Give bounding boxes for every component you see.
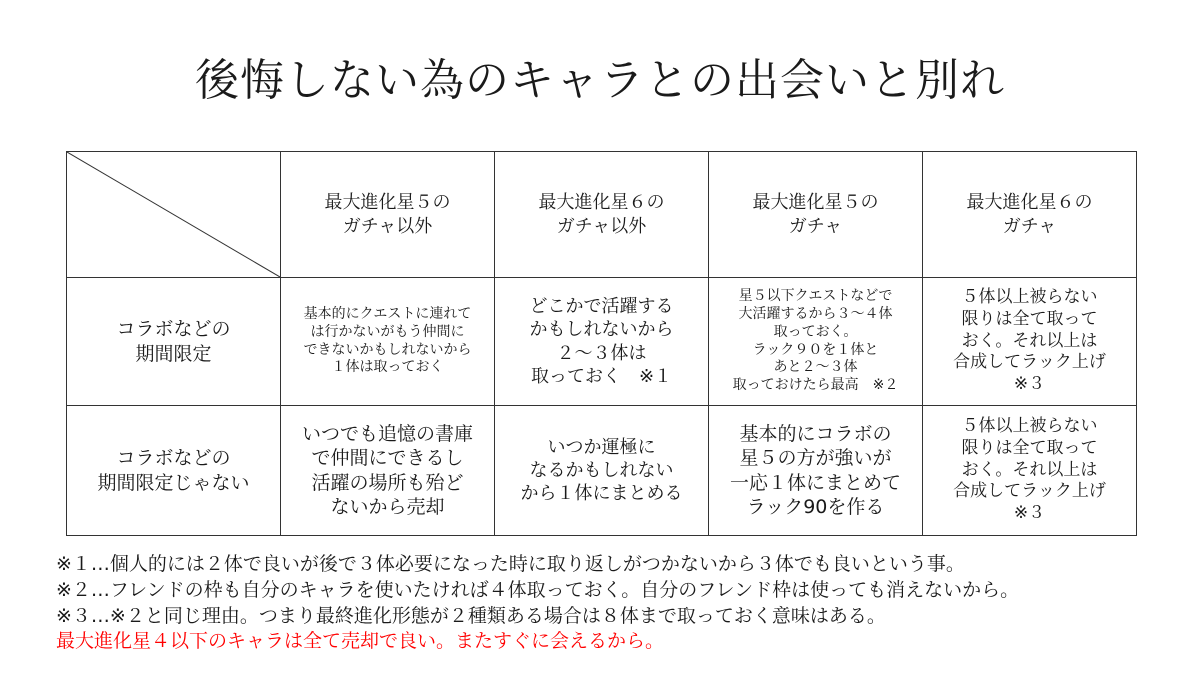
table-cell: ５体以上被らない 限りは全て取って おく。それ以上は 合成してラック上げ ※３ [923,406,1137,536]
table-cell: 基本的にコラボの 星５の方が強いが 一応１体にまとめて ラック90を作る [709,406,923,536]
warning-note: 最大進化星４以下のキャラは全て売却で良い。またすぐに会えるから。 [56,630,665,653]
comparison-table [66,151,1137,536]
page-title: 後悔しない為のキャラとの出会いと別れ [195,55,1005,106]
table-cell: どこかで活躍する かもしれないから ２～３体は 取っておく ※１ [495,278,709,406]
column-header: 最大進化星５の ガチャ以外 [281,152,495,278]
column-header: 最大進化星６の ガチャ以外 [495,152,709,278]
row-header: コラボなどの 期間限定 [67,278,281,406]
table-header-row [67,152,1137,278]
footnote-1: ※１…個人的には２体で良いが後で３体必要になった時に取り返しがつかないから３体でも良いという事。 [56,553,965,575]
table-cell: いつか運極に なるかもしれない から１体にまとめる [495,406,709,536]
table-cell: 基本的にクエストに連れて は行かないがもう仲間に できないかもしれないから １体は取っておく [281,278,495,406]
diagonal-divider [67,152,280,277]
table-row [67,278,1137,406]
footnote-3: ※３…※２と同じ理由。つまり最終進化形態が２種類ある場合は８体まで取っておく意味はある。 [56,604,886,627]
table-cell: 星５以下クエストなどで 大活躍するから３～４体 取っておく。 ラック９０を１体と あと２～３体 取っておけたら最高 ※２ [709,278,923,406]
footnote-2: ※２…フレンドの枠も自分のキャラを使いたければ４体取っておく。自分のフレンド枠は使っても消えないから。 [56,578,1020,601]
table-row [67,406,1137,536]
row-header: コラボなどの 期間限定じゃない [67,406,281,536]
column-header: 最大進化星６の ガチャ [923,152,1137,278]
table-cell: いつでも追憶の書庫 で仲間にできるし 活躍の場所も殆ど ないから売却 [281,406,495,536]
footnotes [56,552,1196,655]
corner-cell [67,152,281,278]
table-cell: ５体以上被らない 限りは全て取って おく。それ以上は 合成してラック上げ ※３ [923,278,1137,406]
column-header: 最大進化星５の ガチャ [709,152,923,278]
